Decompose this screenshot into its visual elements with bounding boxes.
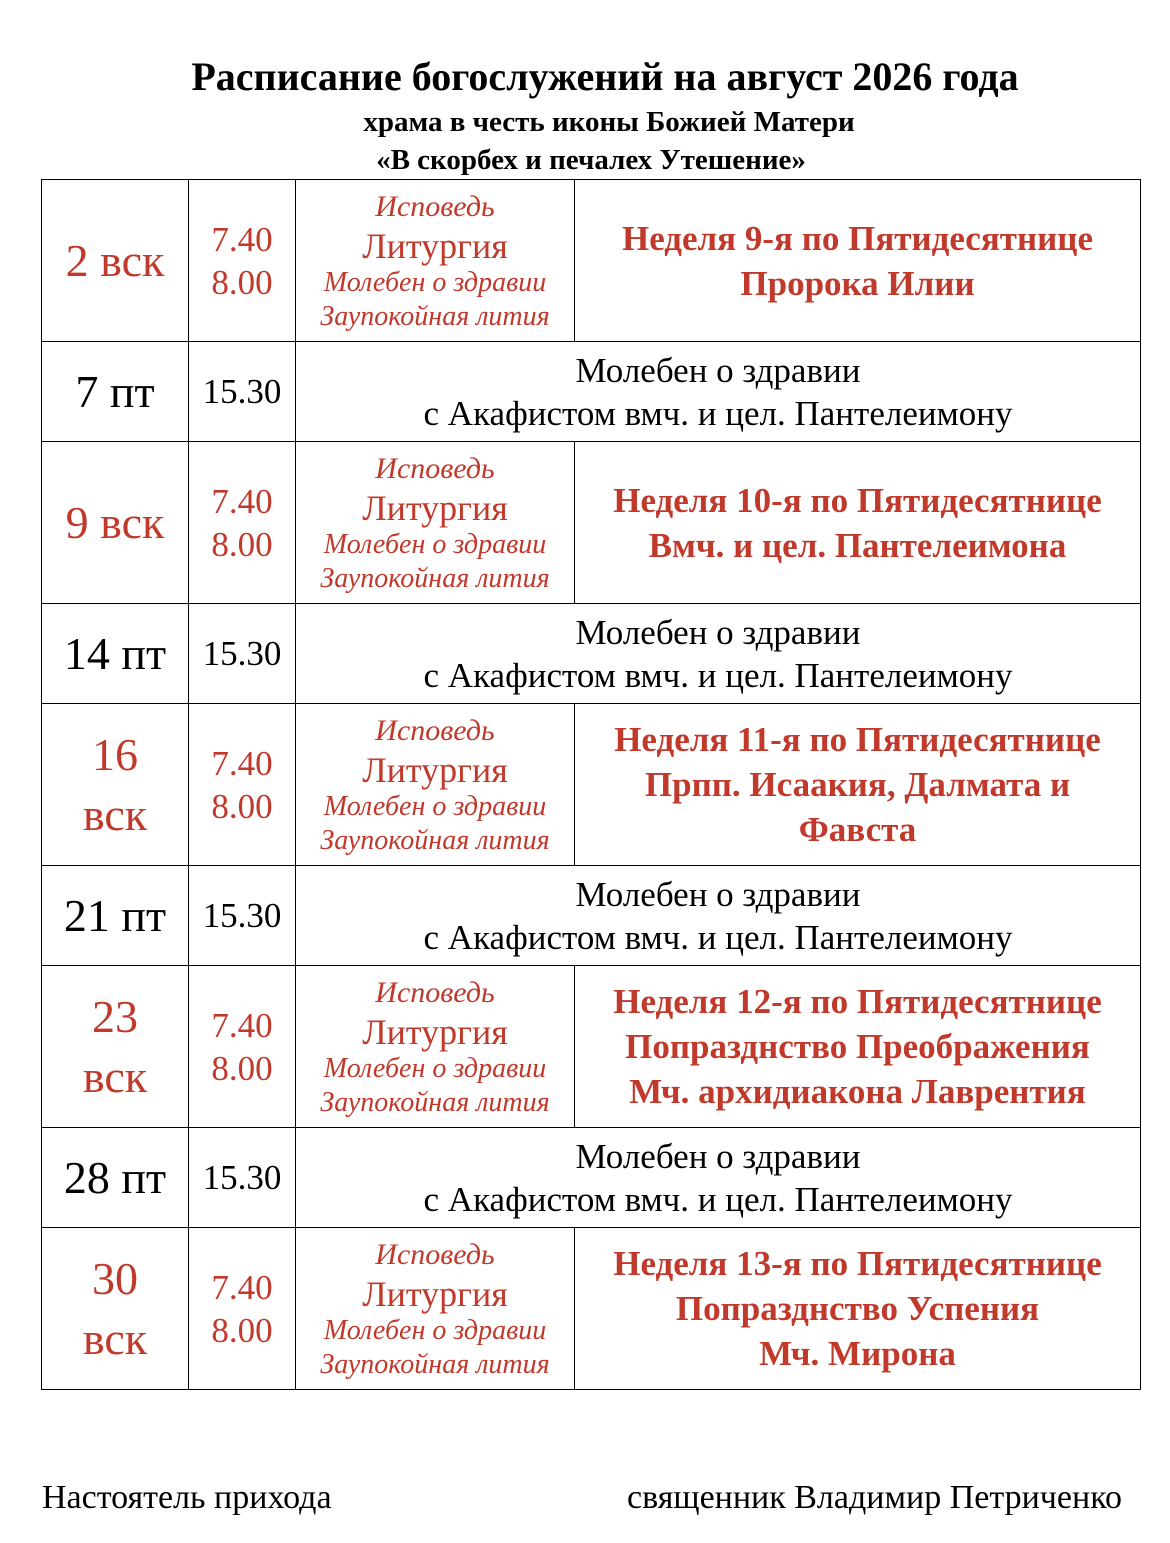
- day-label: 30: [92, 1252, 138, 1304]
- time-value: 15.30: [202, 634, 282, 673]
- moleben-cell: [296, 866, 1141, 966]
- day-label: 9 вск: [65, 496, 165, 548]
- service-liturgy: Литургия: [362, 487, 508, 528]
- schedule-row: [42, 342, 1141, 442]
- schedule-row: [42, 866, 1141, 966]
- day-cell: [42, 180, 189, 342]
- moleben-cell: [296, 1128, 1141, 1228]
- day-label: 2 вск: [65, 234, 165, 286]
- services-cell: [296, 704, 575, 866]
- day-cell: [42, 704, 189, 866]
- service-moleben: Молебен о здравии: [323, 790, 547, 822]
- moleben-line1: Молебен о здравии: [575, 1136, 861, 1176]
- feast-line: Мч. архидиакона Лаврентия: [629, 1072, 1086, 1111]
- feast-line: Попразднство Преображения: [625, 1027, 1090, 1066]
- service-confession: Исповедь: [375, 189, 495, 223]
- service-moleben: Молебен о здравии: [323, 528, 547, 560]
- moleben-line1: Молебен о здравии: [575, 350, 861, 390]
- feast-line: Неделя 12-я по Пятидесятнице: [613, 982, 1102, 1021]
- time-value: 15.30: [202, 372, 282, 411]
- schedule-table: [41, 179, 1141, 1390]
- time-value: 7.40: [211, 481, 273, 521]
- day-cell: [42, 442, 189, 604]
- time-value: 15.30: [202, 896, 282, 935]
- schedule-row: [42, 1228, 1141, 1390]
- service-confession: Исповедь: [375, 451, 495, 485]
- service-litiya: Заупокойная лития: [320, 300, 550, 332]
- church-name-line2: «В скорбех и печалех Утешение»: [376, 144, 806, 176]
- service-litiya: Заупокойная лития: [320, 824, 550, 856]
- service-litiya: Заупокойная лития: [320, 1348, 550, 1380]
- time-value: 7.40: [211, 743, 273, 783]
- time-cell: [189, 704, 296, 866]
- day-label: 7 пт: [75, 365, 155, 417]
- day-label: 21 пт: [63, 889, 167, 941]
- time-cell: [189, 180, 296, 342]
- rector-label: Настоятель прихода: [42, 1479, 332, 1516]
- schedule-row: [42, 966, 1141, 1128]
- feast-line: Прпп. Исаакия, Далмата и: [644, 765, 1071, 804]
- time-value: 8.00: [211, 1048, 273, 1088]
- service-confession: Исповедь: [375, 1237, 495, 1271]
- time-cell: [189, 604, 296, 704]
- feast-cell: [575, 966, 1141, 1128]
- moleben-line1: Молебен о здравии: [575, 874, 861, 914]
- rector-name: священник Владимир Петриченко: [627, 1479, 1122, 1516]
- time-value: 8.00: [211, 524, 273, 564]
- service-litiya: Заупокойная лития: [320, 1086, 550, 1118]
- feast-line: Неделя 9-я по Пятидесятнице: [622, 218, 1093, 258]
- schedule-row: [42, 180, 1141, 342]
- feast-line: Неделя 10-я по Пятидесятнице: [613, 480, 1102, 520]
- service-confession: Исповедь: [375, 713, 495, 747]
- day-cell: [42, 342, 189, 442]
- time-value: 8.00: [211, 786, 273, 826]
- time-value: 7.40: [211, 219, 273, 259]
- service-confession: Исповедь: [375, 975, 495, 1009]
- time-cell: [189, 1128, 296, 1228]
- time-value: 8.00: [211, 1310, 273, 1350]
- time-cell: [189, 342, 296, 442]
- service-moleben: Молебен о здравии: [323, 1314, 547, 1346]
- time-value: 7.40: [211, 1267, 273, 1307]
- moleben-line2: с Акафистом вмч. и цел. Пантелеимону: [423, 1179, 1013, 1219]
- day-label: вск: [82, 788, 148, 840]
- services-cell: [296, 966, 575, 1128]
- moleben-line2: с Акафистом вмч. и цел. Пантелеимону: [423, 655, 1013, 695]
- moleben-line1: Молебен о здравии: [575, 612, 861, 652]
- day-cell: [42, 604, 189, 704]
- time-cell: [189, 1228, 296, 1390]
- moleben-line2: с Акафистом вмч. и цел. Пантелеимону: [423, 393, 1013, 433]
- church-name-line1: храма в честь иконы Божией Матери: [363, 106, 855, 138]
- schedule-row: [42, 704, 1141, 866]
- feast-line: Неделя 13-я по Пятидесятнице: [613, 1244, 1102, 1283]
- service-liturgy: Литургия: [362, 1011, 508, 1052]
- moleben-cell: [296, 342, 1141, 442]
- day-cell: [42, 966, 189, 1128]
- services-cell: [296, 180, 575, 342]
- time-cell: [189, 442, 296, 604]
- time-cell: [189, 866, 296, 966]
- time-value: 7.40: [211, 1005, 273, 1045]
- feast-cell: [575, 704, 1141, 866]
- feast-line: Пророка Илии: [740, 263, 975, 303]
- service-litiya: Заупокойная лития: [320, 562, 550, 594]
- day-label: 23: [92, 990, 138, 1042]
- feast-cell: [575, 180, 1141, 342]
- feast-line: Фавста: [798, 810, 917, 849]
- service-moleben: Молебен о здравии: [323, 266, 547, 298]
- feast-line: Вмч. и цел. Пантелеимона: [648, 525, 1067, 565]
- time-value: 15.30: [202, 1158, 282, 1197]
- feast-line: Неделя 11-я по Пятидесятнице: [614, 720, 1101, 759]
- moleben-line2: с Акафистом вмч. и цел. Пантелеимону: [423, 917, 1013, 957]
- service-liturgy: Литургия: [362, 225, 508, 266]
- day-label: 14 пт: [63, 627, 167, 679]
- day-cell: [42, 1128, 189, 1228]
- feast-line: Мч. Мирона: [759, 1334, 956, 1373]
- service-liturgy: Литургия: [362, 749, 508, 790]
- day-label: 28 пт: [63, 1151, 167, 1203]
- day-cell: [42, 1228, 189, 1390]
- services-cell: [296, 442, 575, 604]
- day-label: 16: [92, 728, 138, 780]
- service-moleben: Молебен о здравии: [323, 1052, 547, 1084]
- day-cell: [42, 866, 189, 966]
- schedule-row: [42, 1128, 1141, 1228]
- feast-line: Попразднство Успения: [675, 1289, 1040, 1328]
- feast-cell: [575, 1228, 1141, 1390]
- day-label: вск: [82, 1050, 148, 1102]
- feast-cell: [575, 442, 1141, 604]
- moleben-cell: [296, 604, 1141, 704]
- time-cell: [189, 966, 296, 1128]
- services-cell: [296, 1228, 575, 1390]
- schedule-row: [42, 604, 1141, 704]
- day-label: вск: [82, 1312, 148, 1364]
- page-title: Расписание богослужений на август 2026 года: [191, 54, 1019, 99]
- schedule-row: [42, 442, 1141, 604]
- service-liturgy: Литургия: [362, 1273, 508, 1314]
- time-value: 8.00: [211, 262, 273, 302]
